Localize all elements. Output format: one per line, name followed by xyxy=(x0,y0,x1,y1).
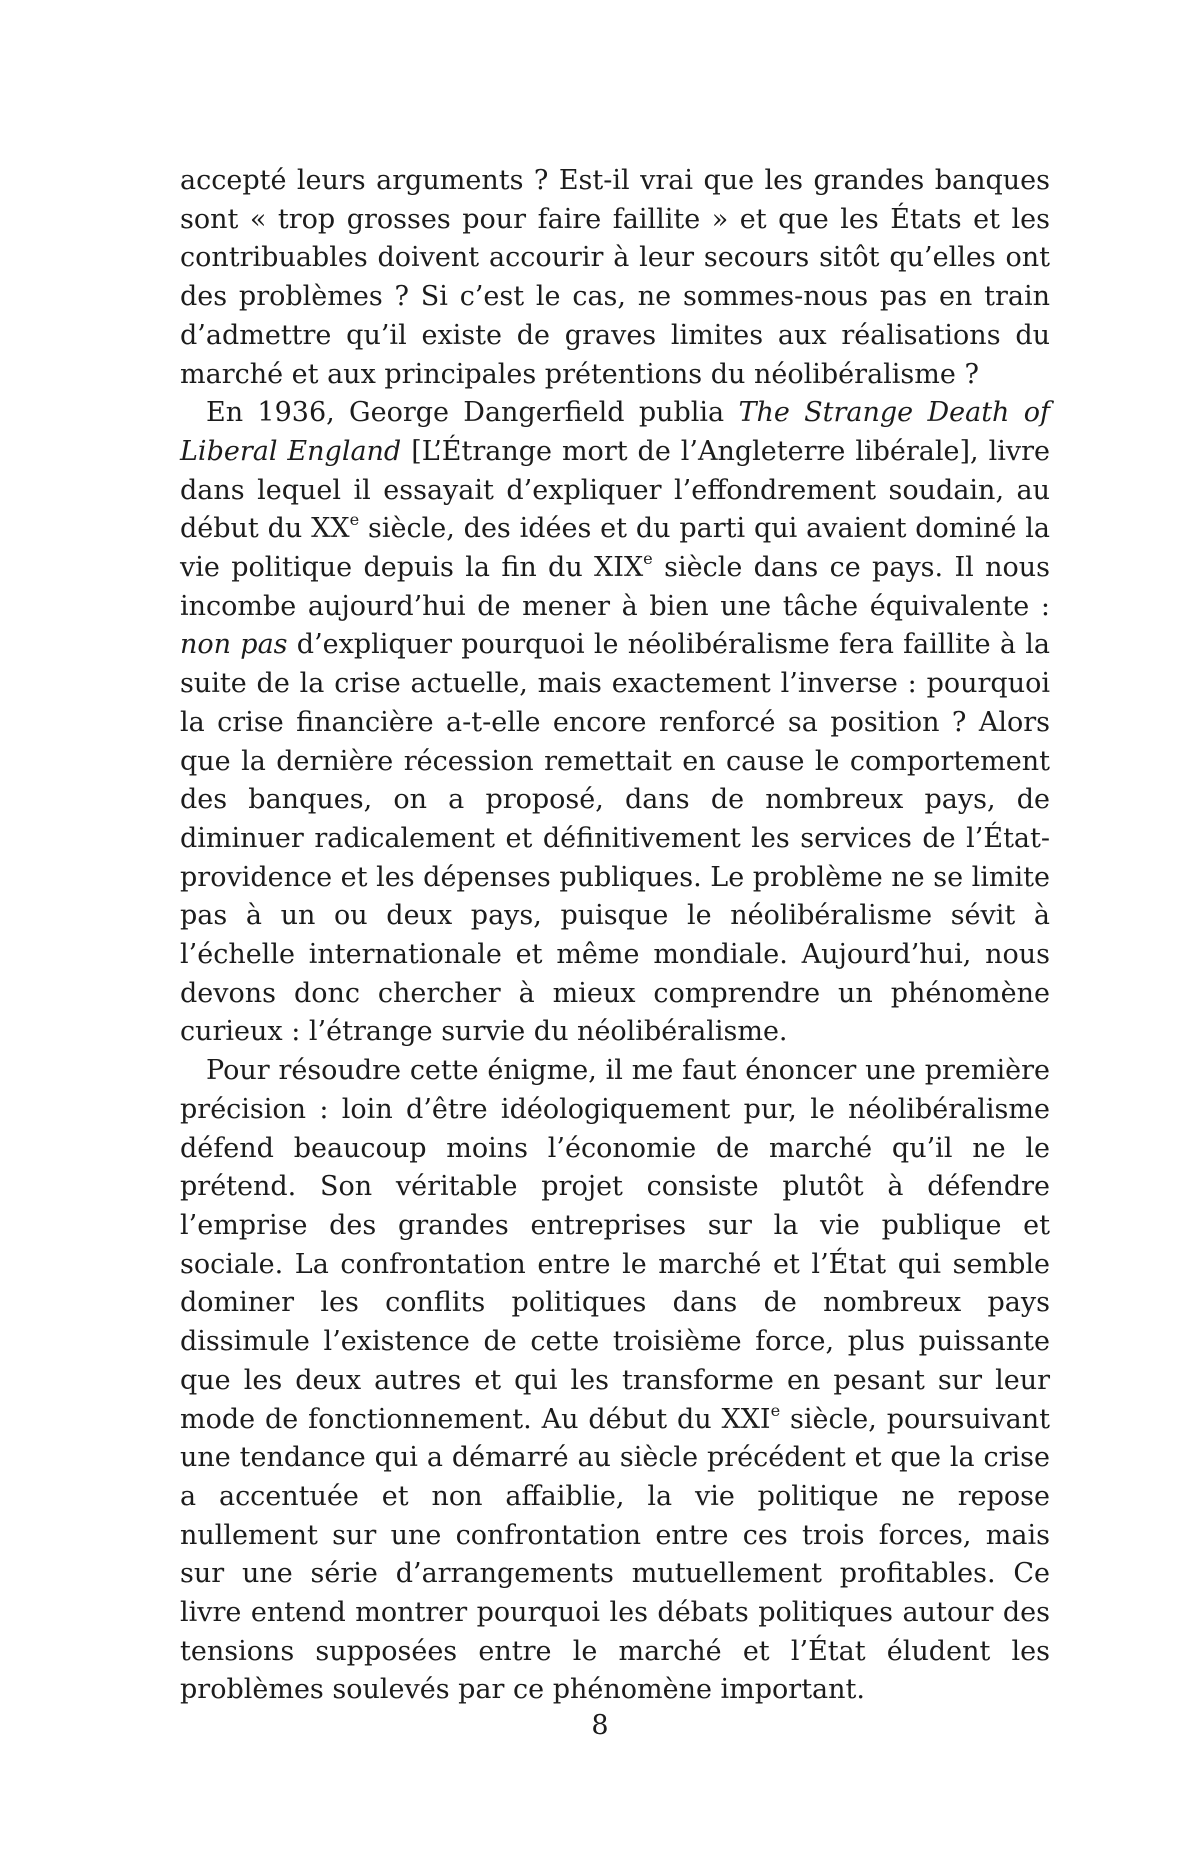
paragraph-p3 xyxy=(180,1052,1050,1710)
superscript: e xyxy=(770,1400,781,1420)
text-run: Pour résoudre cette énigme, il me faut énoncer une première précision : loin d’être idéologiquement pur, le néolibéralisme défend beaucoup moins l’économie de marché qu’il ne le prétend. Son véritable projet consiste plutôt à défendre l’emprise des grandes entreprises sur la vie publique et sociale. La confrontation entre le marché et l’État qui semble dominer les conflits politiques dans de nombreux pays dissimule l’existence de cette troisième force, plus puissante que les deux autres et qui les transforme en pesant sur leur mode de fonctionnement. Au début du XXI xyxy=(180,1055,1050,1435)
text-run: En 1936, George Dangerfield publia xyxy=(206,397,739,429)
text-run: accepté leurs arguments ? Est-il vrai que les grandes banques sont « trop grosses pour faire faillite » et que les États et les contribuables doivent accourir à leur secours sitôt qu’elles ont des problèmes ? Si c’est le cas, ne sommes-nous pas en train d’admettre qu’il existe de graves limites aux réalisations du marché et aux principales prétentions du néolibéralisme ? xyxy=(180,165,1050,390)
italic-text: non pas xyxy=(180,629,288,661)
superscript: e xyxy=(349,510,360,530)
paragraph-p1 xyxy=(180,162,1050,394)
page-number: 8 xyxy=(591,1710,609,1741)
text-run: siècle, des idées et du parti qui avaient dominé la vie politique depuis la fin du XIX xyxy=(180,513,1050,584)
body-text xyxy=(180,162,1050,1710)
text-run: d’expliquer pourquoi le néolibéralisme fera faillite à la suite de la crise actuelle, mais exactement l’inverse : pourquoi la crise financière a-t-elle encore renforcé sa position ? Alors que la dernière récession remettait en cause le comportement des banques, on a proposé, dans de nombreux pays, de diminuer radicalement et définitivement les services de l’État-providence et les dépenses publiques. Le problème ne se limite pas à un ou deux pays, puisque le néolibéralisme sévit à l’échelle internationale et même mondiale. Aujourd’hui, nous devons donc chercher à mieux comprendre un phénomène curieux : l’étrange survie du néolibéralisme. xyxy=(180,629,1050,1048)
text-run: [L’Étrange mort de l’Angleterre libérale], livre dans lequel il essayait d’expliquer l’effondrement soudain, au début du XX xyxy=(180,435,1050,545)
text-run: siècle, poursuivant une tendance qui a démarré au siècle précédent et que la crise a accentuée et non affaiblie, la vie politique ne repose nullement sur une confrontation entre ces trois forces, mais sur une série d’arrangements mutuellement profitables. Ce livre entend montrer pourquoi les débats politiques autour des tensions supposées entre le marché et l’État éludent les problèmes soulevés par ce phénomène important. xyxy=(180,1403,1050,1706)
superscript: e xyxy=(643,548,653,568)
paragraph-p2 xyxy=(180,394,1050,1052)
text-run: siècle dans ce pays. Il nous incombe aujourd’hui de mener à bien une tâche équivalente : xyxy=(180,552,1050,622)
italic-text: The Strange Death of Liberal England xyxy=(180,397,1050,467)
